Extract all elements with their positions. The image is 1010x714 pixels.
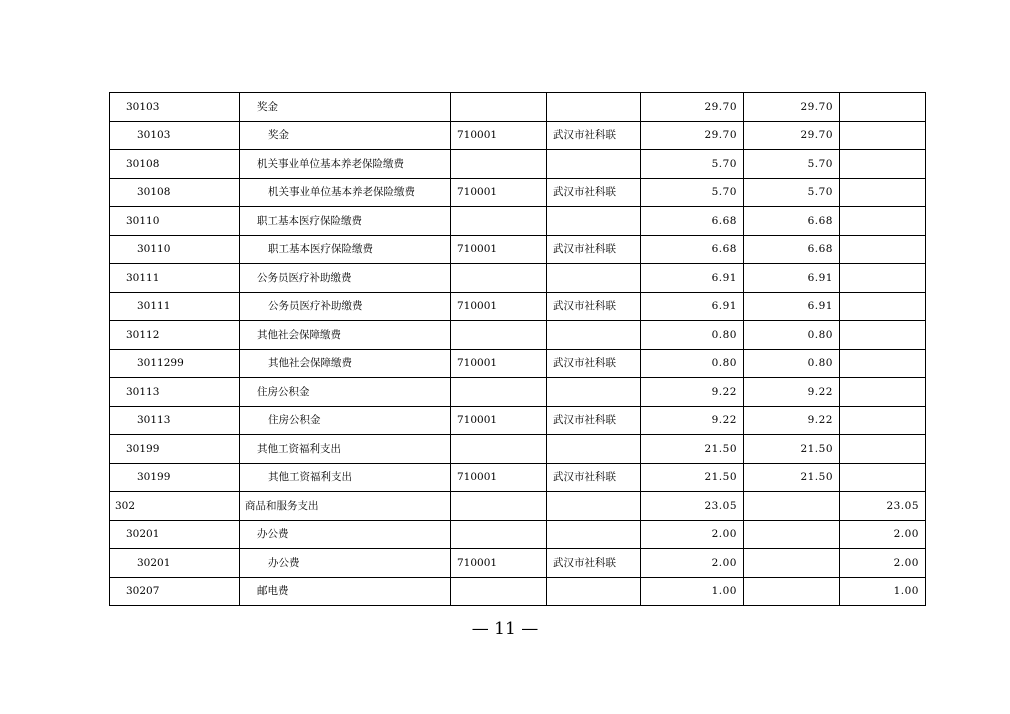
cell-unit-name: [547, 207, 641, 236]
cell-basic-expenditure: 0.80: [744, 349, 840, 378]
cell-basic-expenditure: 21.50: [744, 463, 840, 492]
cell-basic-expenditure: 6.91: [744, 292, 840, 321]
table-row: [110, 264, 926, 293]
cell-basic-expenditure: 29.70: [744, 93, 840, 122]
cell-unit-code: [451, 577, 547, 606]
table-row: [110, 378, 926, 407]
cell-subject-name: 邮电费: [240, 577, 451, 606]
table-row: [110, 406, 926, 435]
cell-unit-name: [547, 577, 641, 606]
table-row: [110, 121, 926, 150]
cell-subject-code: 302: [110, 492, 240, 521]
cell-total-amount: 29.70: [641, 121, 744, 150]
cell-unit-name: [547, 150, 641, 179]
cell-total-amount: 5.70: [641, 178, 744, 207]
cell-unit-name: 武汉市社科联: [547, 178, 641, 207]
cell-subject-code: 30199: [110, 463, 240, 492]
cell-unit-name: 武汉市社科联: [547, 292, 641, 321]
table-row: [110, 178, 926, 207]
cell-total-amount: 6.91: [641, 264, 744, 293]
table-row: [110, 577, 926, 606]
table-row: [110, 150, 926, 179]
cell-basic-expenditure: 0.80: [744, 321, 840, 350]
cell-total-amount: 23.05: [641, 492, 744, 521]
cell-project-expenditure: [840, 321, 926, 350]
cell-project-expenditure: 23.05: [840, 492, 926, 521]
cell-total-amount: 9.22: [641, 378, 744, 407]
cell-subject-code: 30113: [110, 378, 240, 407]
cell-total-amount: 6.68: [641, 207, 744, 236]
cell-subject-code: 30111: [110, 264, 240, 293]
cell-basic-expenditure: 29.70: [744, 121, 840, 150]
cell-subject-name: 职工基本医疗保险缴费: [240, 207, 451, 236]
cell-unit-name: 武汉市社科联: [547, 463, 641, 492]
cell-subject-code: 30201: [110, 549, 240, 578]
cell-total-amount: 9.22: [641, 406, 744, 435]
cell-project-expenditure: 2.00: [840, 520, 926, 549]
cell-basic-expenditure: [744, 577, 840, 606]
cell-project-expenditure: [840, 121, 926, 150]
cell-project-expenditure: [840, 406, 926, 435]
table-row: [110, 207, 926, 236]
cell-subject-code: 30103: [110, 93, 240, 122]
cell-basic-expenditure: 6.68: [744, 207, 840, 236]
cell-unit-code: [451, 93, 547, 122]
cell-basic-expenditure: [744, 549, 840, 578]
cell-subject-name: 职工基本医疗保险缴费: [240, 235, 451, 264]
cell-unit-code: [451, 150, 547, 179]
cell-subject-code: 3011299: [110, 349, 240, 378]
cell-unit-name: 武汉市社科联: [547, 406, 641, 435]
cell-unit-name: [547, 264, 641, 293]
table-row: [110, 549, 926, 578]
cell-unit-code: [451, 264, 547, 293]
cell-subject-name: 其他社会保障缴费: [240, 321, 451, 350]
table-row: [110, 349, 926, 378]
cell-unit-code: 710001: [451, 463, 547, 492]
budget-table-container: [109, 92, 926, 606]
cell-project-expenditure: [840, 435, 926, 464]
cell-unit-code: [451, 207, 547, 236]
cell-subject-name: 商品和服务支出: [240, 492, 451, 521]
cell-total-amount: 6.91: [641, 292, 744, 321]
cell-unit-code: 710001: [451, 549, 547, 578]
cell-project-expenditure: [840, 150, 926, 179]
cell-total-amount: 1.00: [641, 577, 744, 606]
table-row: [110, 435, 926, 464]
cell-subject-code: 30113: [110, 406, 240, 435]
cell-basic-expenditure: [744, 492, 840, 521]
cell-subject-name: 机关事业单位基本养老保险缴费: [240, 150, 451, 179]
cell-unit-code: [451, 378, 547, 407]
cell-subject-code: 30108: [110, 178, 240, 207]
cell-subject-name: 其他工资福利支出: [240, 435, 451, 464]
table-body: [110, 93, 926, 606]
cell-subject-code: 30199: [110, 435, 240, 464]
cell-project-expenditure: [840, 178, 926, 207]
cell-project-expenditure: [840, 264, 926, 293]
cell-unit-code: 710001: [451, 406, 547, 435]
cell-subject-code: 30110: [110, 235, 240, 264]
cell-project-expenditure: 1.00: [840, 577, 926, 606]
expenditure-table: [109, 92, 926, 606]
cell-unit-code: [451, 520, 547, 549]
cell-unit-name: 武汉市社科联: [547, 349, 641, 378]
cell-project-expenditure: [840, 463, 926, 492]
cell-subject-code: 30111: [110, 292, 240, 321]
table-row: [110, 321, 926, 350]
table-row: [110, 463, 926, 492]
cell-project-expenditure: [840, 93, 926, 122]
cell-basic-expenditure: 9.22: [744, 406, 840, 435]
cell-basic-expenditure: 9.22: [744, 378, 840, 407]
cell-subject-name: 公务员医疗补助缴费: [240, 292, 451, 321]
cell-basic-expenditure: 6.68: [744, 235, 840, 264]
cell-project-expenditure: 2.00: [840, 549, 926, 578]
table-row: [110, 93, 926, 122]
cell-project-expenditure: [840, 349, 926, 378]
cell-unit-code: 710001: [451, 235, 547, 264]
cell-subject-name: 公务员医疗补助缴费: [240, 264, 451, 293]
cell-basic-expenditure: 5.70: [744, 150, 840, 179]
cell-subject-code: 30110: [110, 207, 240, 236]
cell-total-amount: 29.70: [641, 93, 744, 122]
cell-unit-name: [547, 321, 641, 350]
cell-subject-code: 30112: [110, 321, 240, 350]
table-row: [110, 520, 926, 549]
cell-total-amount: 0.80: [641, 321, 744, 350]
cell-unit-code: 710001: [451, 121, 547, 150]
cell-total-amount: 21.50: [641, 463, 744, 492]
cell-unit-name: 武汉市社科联: [547, 549, 641, 578]
cell-unit-code: [451, 435, 547, 464]
cell-total-amount: 6.68: [641, 235, 744, 264]
cell-project-expenditure: [840, 235, 926, 264]
cell-total-amount: 0.80: [641, 349, 744, 378]
cell-subject-code: 30108: [110, 150, 240, 179]
cell-unit-name: 武汉市社科联: [547, 121, 641, 150]
cell-unit-name: [547, 378, 641, 407]
cell-basic-expenditure: 21.50: [744, 435, 840, 464]
cell-project-expenditure: [840, 378, 926, 407]
cell-total-amount: 2.00: [641, 520, 744, 549]
cell-basic-expenditure: 5.70: [744, 178, 840, 207]
cell-unit-code: 710001: [451, 178, 547, 207]
table-row: [110, 292, 926, 321]
table-row: [110, 492, 926, 521]
cell-unit-name: [547, 492, 641, 521]
cell-subject-name: 奖金: [240, 121, 451, 150]
cell-project-expenditure: [840, 207, 926, 236]
cell-basic-expenditure: 6.91: [744, 264, 840, 293]
cell-unit-name: [547, 520, 641, 549]
cell-unit-code: [451, 321, 547, 350]
cell-total-amount: 21.50: [641, 435, 744, 464]
cell-subject-name: 其他社会保障缴费: [240, 349, 451, 378]
cell-subject-name: 机关事业单位基本养老保险缴费: [240, 178, 451, 207]
table-row: [110, 235, 926, 264]
cell-unit-code: 710001: [451, 349, 547, 378]
cell-subject-name: 住房公积金: [240, 378, 451, 407]
cell-subject-name: 其他工资福利支出: [240, 463, 451, 492]
cell-subject-name: 奖金: [240, 93, 451, 122]
cell-subject-code: 30103: [110, 121, 240, 150]
cell-basic-expenditure: [744, 520, 840, 549]
cell-unit-name: [547, 435, 641, 464]
cell-unit-code: 710001: [451, 292, 547, 321]
page-number: — 11 —: [471, 619, 539, 639]
cell-total-amount: 2.00: [641, 549, 744, 578]
cell-subject-name: 办公费: [240, 520, 451, 549]
cell-total-amount: 5.70: [641, 150, 744, 179]
cell-project-expenditure: [840, 292, 926, 321]
cell-subject-code: 30207: [110, 577, 240, 606]
cell-subject-name: 住房公积金: [240, 406, 451, 435]
cell-unit-name: 武汉市社科联: [547, 235, 641, 264]
cell-unit-code: [451, 492, 547, 521]
cell-subject-name: 办公费: [240, 549, 451, 578]
cell-unit-name: [547, 93, 641, 122]
cell-subject-code: 30201: [110, 520, 240, 549]
